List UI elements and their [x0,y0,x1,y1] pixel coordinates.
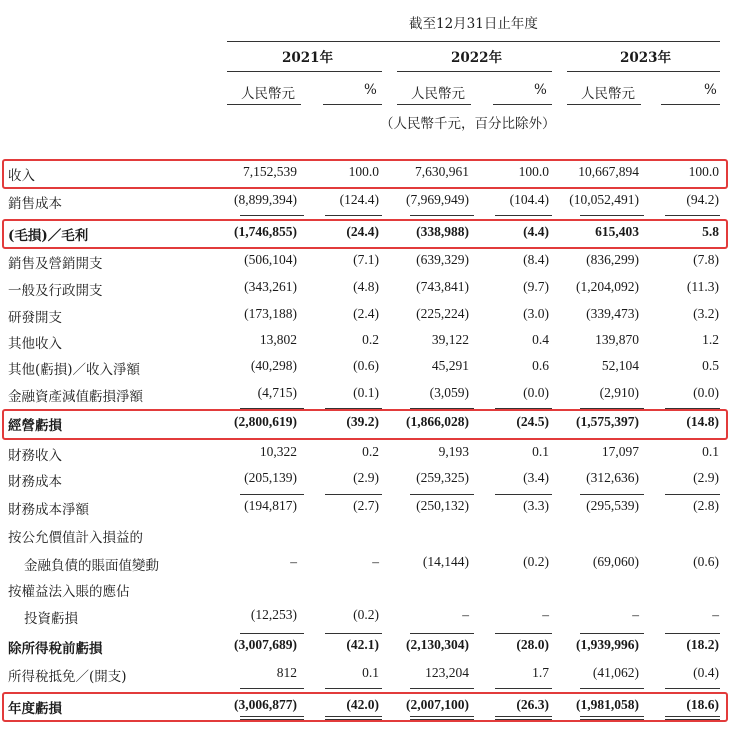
cell-pct-2021: (0.2) [353,607,379,622]
rule-cost-b [325,215,382,216]
highlight-annual-loss [2,692,728,722]
row-label: 年度虧損 [8,701,62,717]
col-rule-a1 [227,104,301,105]
cell-amount-2023: (312,636) [586,470,639,485]
row-label: 其他收入 [8,336,62,352]
cell-amount-2021: – [290,554,297,569]
cell-amount-2022: (14,144) [422,554,469,569]
rule-fin-f [665,494,720,495]
row-label: 所得稅抵免／(開支) [8,669,127,685]
cell-amount-2022: 9,193 [438,444,469,459]
cell-pct-2023: 1.2 [702,332,719,347]
rule-tax-b [325,688,382,689]
cell-amount-2023: (41,062) [592,665,639,680]
cell-pct-2021: (42.1) [346,637,379,652]
percent-2022: % [534,82,547,98]
row-label: 財務成本淨額 [8,502,89,518]
cell-amount-2022: (250,132) [416,498,469,513]
percent-2021: % [364,82,377,98]
year-rule-2023 [567,71,720,72]
cell-pct-2022: (28.0) [516,637,549,652]
cell-pct-2021: (2.9) [353,470,379,485]
cell-pct-2021: 0.2 [362,332,379,347]
cell-pct-2022: 1.7 [532,665,549,680]
cell-amount-2021: 13,802 [259,332,297,347]
cell-pct-2022: (24.5) [516,414,549,429]
cell-pct-2023: (18.6) [686,697,719,712]
cell-amount-2023: 10,667,894 [578,164,639,179]
cell-amount-2022: (225,224) [416,306,469,321]
cell-amount-2021: (2,800,619) [234,414,297,429]
cell-amount-2022: 45,291 [431,358,469,373]
cell-pct-2022: (3.4) [523,470,549,485]
cell-amount-2022: (639,329) [416,252,469,267]
row-label: 其他(虧損)／收入淨額 [8,362,141,378]
cell-amount-2021: (8,899,394) [234,192,297,207]
rule-cost-c [410,215,474,216]
row-label: (毛損)／毛利 [8,228,89,244]
cell-amount-2021: (205,139) [244,470,297,485]
rule-tax-f [665,688,720,689]
cell-amount-2022: – [462,607,469,622]
cell-pct-2021: 100.0 [348,164,379,179]
cell-amount-2021: (1,746,855) [234,224,297,239]
col-rule-c1 [567,104,641,105]
currency-2022: 人民幣元 [411,86,465,102]
cell-pct-2021: (124.4) [339,192,379,207]
cell-pct-2022: (9.7) [523,279,549,294]
cell-pct-2022: (4.4) [523,224,549,239]
year-2022: 2022年 [451,50,503,66]
row-label: 研發開支 [8,310,62,326]
cell-pct-2021: 0.1 [362,665,379,680]
row-label: 按權益法入賬的應佔 [8,584,130,600]
row-label: 銷售成本 [8,196,62,212]
year-2021: 2021年 [282,50,334,66]
cell-amount-2021: 812 [276,665,297,680]
cell-pct-2022: 100.0 [518,164,549,179]
cell-amount-2023: (1,575,397) [576,414,639,429]
col-rule-c2 [661,104,720,105]
rule-tax-d [495,688,552,689]
cell-amount-2023: (1,204,092) [576,279,639,294]
cell-pct-2022: (26.3) [516,697,549,712]
cell-amount-2023: (10,052,491) [569,192,639,207]
rule-fin-e [580,494,644,495]
rule-pretax-c [410,633,474,634]
currency-2021: 人民幣元 [241,86,295,102]
cell-pct-2023: – [712,607,719,622]
cell-pct-2021: (39.2) [346,414,379,429]
year-rule-2021 [227,71,382,72]
cell-amount-2023: 615,403 [595,224,639,239]
header-rule-top [227,41,720,42]
cell-amount-2021: (3,006,877) [234,697,297,712]
cell-amount-2021: (3,007,689) [234,637,297,652]
cell-pct-2023: (0.4) [693,665,719,680]
cell-amount-2023: (1,981,058) [576,697,639,712]
col-rule-b2 [493,104,552,105]
rule-fin-c [410,494,474,495]
cell-pct-2023: (0.0) [693,385,719,400]
rule-pretax-f [665,633,720,634]
col-rule-b1 [397,104,471,105]
rule-cost-d [495,215,552,216]
rule-pretax-b [325,633,382,634]
rule-cost-f [665,215,720,216]
rule-tax-c [410,688,474,689]
cell-amount-2021: (4,715) [257,385,297,400]
cell-amount-2021: (506,104) [244,252,297,267]
cell-amount-2023: (69,060) [592,554,639,569]
cell-pct-2021: (0.1) [353,385,379,400]
cell-pct-2021: (0.6) [353,358,379,373]
row-label: 一般及行政開支 [8,283,103,299]
cell-pct-2022: – [542,607,549,622]
col-rule-a2 [323,104,382,105]
cell-pct-2023: (0.6) [693,554,719,569]
cell-pct-2023: 0.5 [702,358,719,373]
cell-pct-2023: (14.8) [686,414,719,429]
cell-amount-2022: (1,866,028) [406,414,469,429]
period-heading: 截至12月31日止年度 [409,16,538,32]
cell-amount-2022: 123,204 [425,665,469,680]
cell-amount-2021: (40,298) [250,358,297,373]
cell-amount-2022: (259,325) [416,470,469,485]
cell-pct-2022: (8.4) [523,252,549,267]
cell-amount-2022: (3,059) [429,385,469,400]
row-label: 按公允價值計入損益的 [8,530,143,546]
cell-amount-2021: 7,152,539 [243,164,297,179]
rule-fin-a [240,494,304,495]
cell-pct-2021: (42.0) [346,697,379,712]
cell-amount-2022: (2,130,304) [406,637,469,652]
rule-cost-e [580,215,644,216]
rule-pretax-d [495,633,552,634]
highlight-revenue [2,159,728,189]
cell-pct-2023: (7.8) [693,252,719,267]
year-2023: 2023年 [620,50,672,66]
cell-pct-2023: (11.3) [686,279,719,294]
cell-amount-2022: (2,007,100) [406,697,469,712]
cell-pct-2021: 0.2 [362,444,379,459]
cell-pct-2021: (7.1) [353,252,379,267]
row-label: 經營虧損 [8,418,62,434]
row-label: 收入 [8,168,35,184]
cell-amount-2023: (1,939,996) [576,637,639,652]
rule-cost-a [240,215,304,216]
currency-2023: 人民幣元 [581,86,635,102]
cell-pct-2022: 0.1 [532,444,549,459]
row-label: 銷售及營銷開支 [8,256,103,272]
cell-amount-2023: 52,104 [601,358,639,373]
cell-pct-2023: 0.1 [702,444,719,459]
cell-pct-2021: (24.4) [346,224,379,239]
cell-pct-2021: – [372,554,379,569]
cell-amount-2023: 139,870 [595,332,639,347]
row-label: 財務成本 [8,474,62,490]
percent-2023: % [704,82,717,98]
cell-amount-2023: 17,097 [601,444,639,459]
cell-amount-2023: (339,473) [586,306,639,321]
cell-pct-2022: (104.4) [509,192,549,207]
row-label: 財務收入 [8,448,62,464]
cell-amount-2022: 39,122 [431,332,469,347]
cell-pct-2022: (0.2) [523,554,549,569]
cell-pct-2021: (4.8) [353,279,379,294]
cell-amount-2021: (194,817) [244,498,297,513]
cell-amount-2022: (338,988) [416,224,469,239]
cell-pct-2022: 0.4 [532,332,549,347]
cell-pct-2023: (2.8) [693,498,719,513]
cell-pct-2023: 100.0 [688,164,719,179]
highlight-gross [2,219,728,249]
cell-amount-2021: (343,261) [244,279,297,294]
row-label: 除所得稅前虧損 [8,641,103,657]
year-rule-2022 [397,71,552,72]
cell-amount-2023: (295,539) [586,498,639,513]
row-label: 金融資產減值虧損淨額 [8,389,143,405]
unit-note: （人民幣千元，百分比除外） [380,116,556,132]
cell-pct-2022: 0.6 [532,358,549,373]
cell-pct-2021: (2.7) [353,498,379,513]
cell-pct-2022: (3.0) [523,306,549,321]
rule-fin-b [325,494,382,495]
cell-amount-2021: (12,253) [250,607,297,622]
cell-pct-2023: (3.2) [693,306,719,321]
rule-fin-d [495,494,552,495]
cell-pct-2023: 5.8 [702,224,719,239]
cell-amount-2023: (836,299) [586,252,639,267]
rule-pretax-e [580,633,644,634]
row-label: 金融負債的賬面值變動 [24,558,159,574]
cell-amount-2021: 10,322 [259,444,297,459]
cell-pct-2023: (94.2) [686,192,719,207]
cell-amount-2022: (743,841) [416,279,469,294]
cell-pct-2021: (2.4) [353,306,379,321]
rule-pretax-a [240,633,304,634]
cell-pct-2022: (0.0) [523,385,549,400]
cell-pct-2023: (2.9) [693,470,719,485]
cell-pct-2022: (3.3) [523,498,549,513]
cell-amount-2022: 7,630,961 [415,164,469,179]
cell-amount-2023: – [632,607,639,622]
cell-amount-2021: (173,188) [244,306,297,321]
cell-amount-2022: (7,969,949) [406,192,469,207]
row-label: 投資虧損 [24,611,78,627]
rule-tax-e [580,688,644,689]
rule-tax-a [240,688,304,689]
cell-pct-2023: (18.2) [686,637,719,652]
cell-amount-2023: (2,910) [599,385,639,400]
highlight-operating-loss [2,409,728,440]
